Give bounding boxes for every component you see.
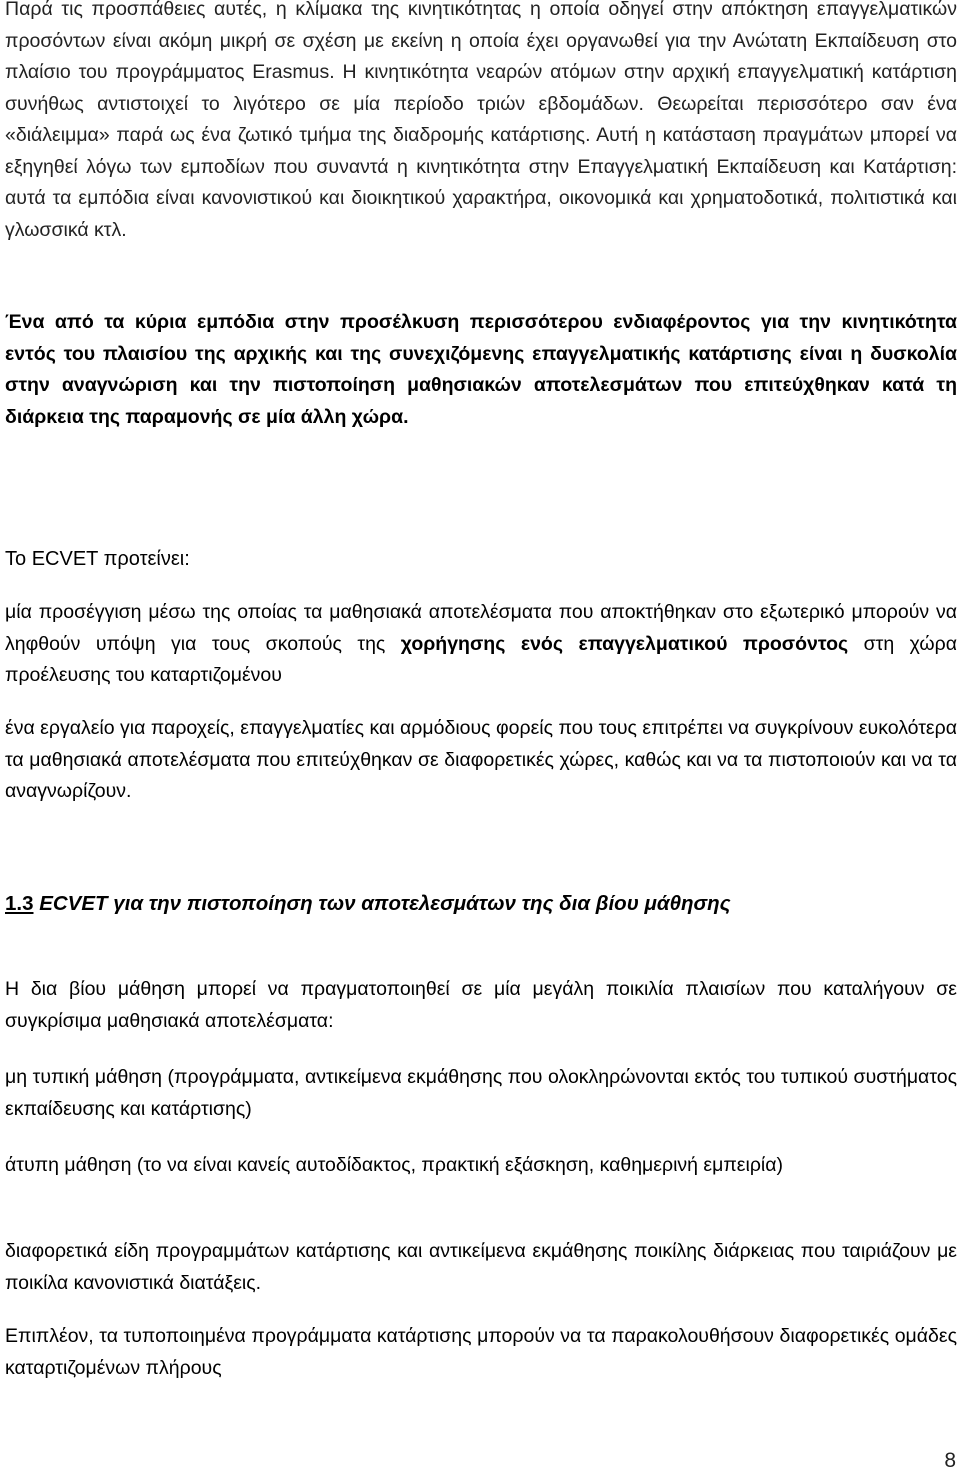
- paragraph-training-programs: διαφορετικά είδη προγραμμάτων κατάρτισης και αντικείμενα εκμάθησης ποικίλης διάρκειας που ταιριάζουν με ποικίλα κανονιστικά διατάξεις.: [5, 1240, 957, 1294]
- section-1-3-title: [5, 888, 731, 919]
- paragraph-non-formal-learning: μη τυπική μάθηση (προγράμματα, αντικείμενα εκμάθησης που ολοκληρώνονται εκτός του τυπικού συστήματος εκπαίδευσης και κατάρτισης): [5, 1066, 957, 1120]
- ecvet-proposes-heading: [5, 544, 190, 575]
- paragraph-erasmus-mobility: Παρά τις προσπάθειες αυτές, η κλίμακα της κινητικότητας η οποία οδηγεί στην απόκτηση επαγγελματικών προσόντων είναι ακόμη μικρή σε σχέση με εκείνη η οποία έχει οργανωθεί για την Ανώτατη Εκπαίδευση στο πλαίσιο του προγράμματος Erasmus. Η κινητικότητα νεαρών ατόμων στην αρχική επαγγελματική κατάρτιση συνήθως αντιστοιχεί το λιγότερο σε μία περίοδο τριών εβδομάδων. Θεωρείται περισσότερο σαν ένα «διάλειμμα» παρά ως ένα ζωτικό τμήμα της διαδρομής κατάρτισης. Αυτή η κατάσταση πραγμάτων μπορεί να εξηγηθεί λόγω των εμποδίων που συναντά η κινητικότητα στην Επαγγελματική Εκπαίδευση και Κατάρτιση: αυτά τα εμπόδια είναι κανονιστικού και διοικητικού χαρακτήρα, οικονομικά και χρηματοδοτικά, πολιτιστικά και γλωσσικά κτλ.: [5, 0, 957, 241]
- paragraph-standardized-programs: Επιπλέον, τα τυποποιημένα προγράμματα κατάρτισης μπορούν να τα παρακολουθήσουν διαφορετικές ομάδες καταρτιζομένων πλήρους: [5, 1325, 957, 1379]
- approach-text-end: στη χώρα προέλευσης του καταρτιζομένου: [5, 632, 957, 686]
- paragraph-ecvet-approach: [5, 597, 957, 692]
- paragraph-main-obstacle: Ένα από τα κύρια εμπόδια στην προσέλκυση περισσότερου ενδιαφέροντος για την κινητικότητα εντός του πλαισίου της αρχικής και της συνεχιζόμενης επαγγελματικής κατάρτισης είναι η δυσκολία στην αναγνώριση και την πιστοποίηση μαθησιακών αποτελεσμάτων που επιτεύχθηκαν κατά τη διάρκεια της παραμονής σε μία άλλη χώρα.: [5, 311, 957, 428]
- section-number: 1.3: [5, 892, 34, 915]
- paragraph-lifelong-learning: Η δια βίου μάθηση μπορεί να πραγματοποιηθεί σε μία μεγάλη ποικιλία πλαισίων που καταλήγουν σε συγκρίσιμα μαθησιακά αποτελέσματα:: [5, 978, 957, 1032]
- approach-text-bold: χορήγησης ενός επαγγελματικού προσόντος: [400, 632, 849, 655]
- approach-text-start: μία προσέγγιση μέσω της οποίας τα μαθησιακά αποτελέσματα που αποκτήθηκαν στο εξωτερικό μπορούν να ληφθούν υπόψη για τους σκοπούς της: [5, 601, 957, 655]
- page-number: 8: [944, 1449, 956, 1472]
- paragraph-informal-learning: άτυπη μάθηση (το να είναι κανείς αυτοδίδακτος, πρακτική εξάσκηση, καθημερινή εμπειρία): [5, 1154, 784, 1176]
- paragraph-ecvet-tool: ένα εργαλείο για παροχείς, επαγγελματίες και αρμόδιους φορείς που τους επιτρέπει να συγκρίνουν ευκολότερα τα μαθησιακά αποτελέσματα που επιτεύχθηκαν σε διαφορετικές χώρες, καθώς και να τα πιστοποιούν και να τα αναγνωρίζουν.: [5, 717, 957, 802]
- section-title-text: ECVET για την πιστοποίηση των αποτελεσμάτων της δια βίου μάθησης: [33, 892, 731, 915]
- ecvet-proposes-heading-text: Το ECVET προτείνει:: [5, 548, 190, 570]
